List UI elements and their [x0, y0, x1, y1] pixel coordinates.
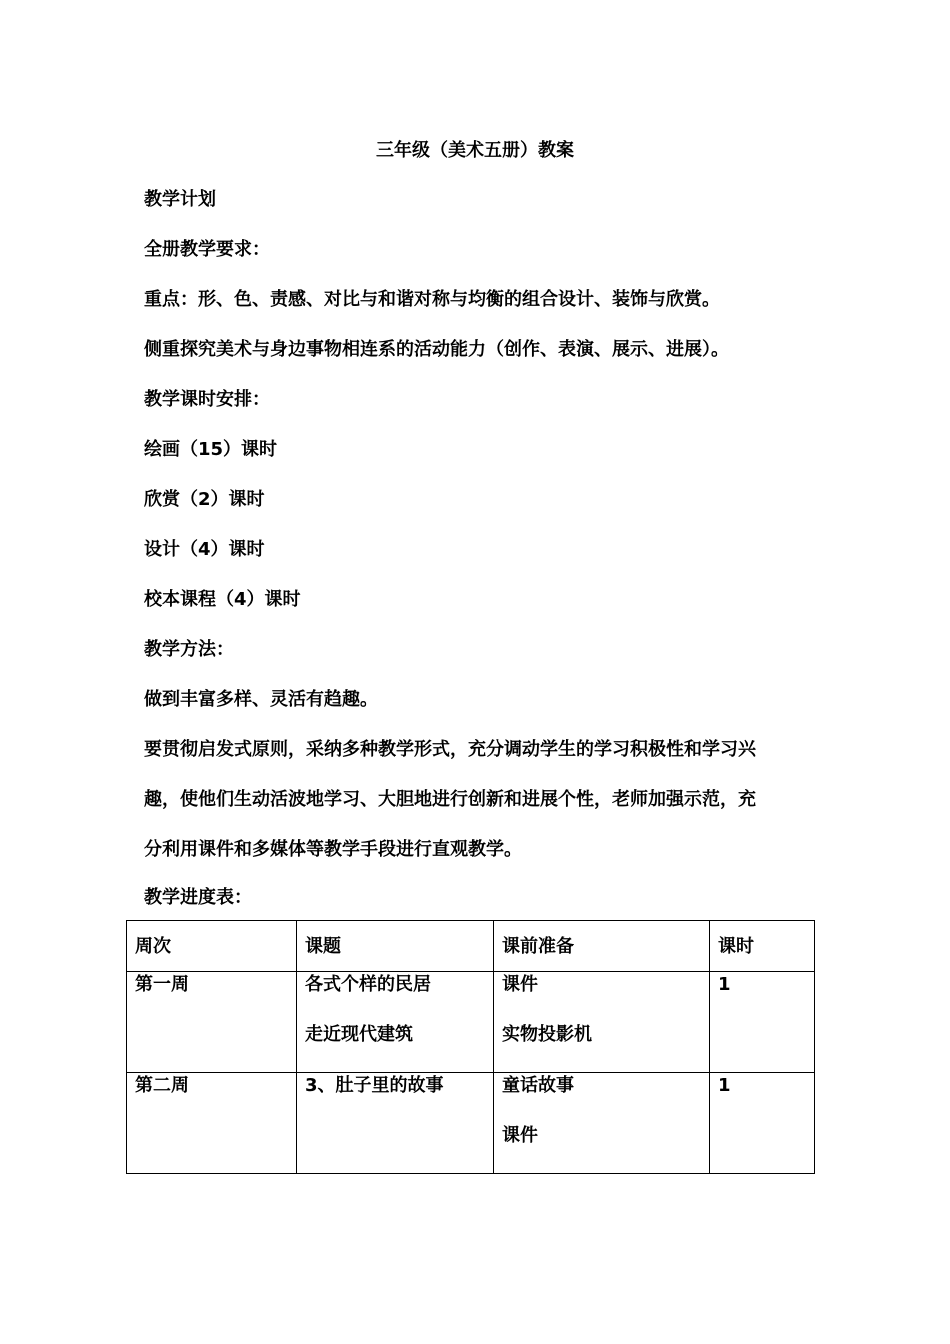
heading-overall-requirements: 全册教学要求：	[144, 239, 270, 260]
document-title: 三年级（美术五册）教案	[376, 140, 574, 161]
heading-schedule: 教学进度表：	[144, 887, 252, 908]
table-row	[127, 1073, 815, 1174]
paragraph-key-points: 重点：形、色、责感、对比与和谐对称与均衡的组合设计、装饰与欣赏。	[144, 289, 720, 310]
paragraph-methods-line-1: 要贯彻启发式原则，采纳多种教学形式，充分调动学生的学习积极性和学习兴	[144, 739, 756, 760]
week-cell: 第二周	[127, 1073, 297, 1174]
item-school-course-hours: 校本课程（4）课时	[144, 589, 301, 610]
paragraph-methods-line-3: 分利用课件和多媒体等教学手段进行直观教学。	[144, 839, 522, 860]
header-cell-hours: 课时	[710, 921, 815, 972]
paragraph-methods-line-2: 趣，使他们生动活波地学习、大胆地进行创新和进展个性，老师加强示范，充	[144, 789, 756, 810]
preparation-cell: 课件 实物投影机	[494, 972, 710, 1073]
table-row	[127, 972, 815, 1073]
table-header-row	[127, 921, 815, 972]
header-cell-preparation: 课前准备	[494, 921, 710, 972]
topic-cell: 3、肚子里的故事	[297, 1073, 494, 1174]
header-cell-topic: 课题	[297, 921, 494, 972]
topic-cell: 各式个样的民居 走近现代建筑	[297, 972, 494, 1073]
hours-cell: 1	[710, 1073, 815, 1174]
item-painting-hours: 绘画（15）课时	[144, 439, 278, 460]
heading-lesson-arrangement: 教学课时安排：	[144, 389, 270, 410]
heading-teaching-methods: 教学方法：	[144, 639, 234, 660]
week-cell: 第一周	[127, 972, 297, 1073]
paragraph-focus: 侧重探究美术与身边事物相连系的活动能力（创作、表演、展示、进展）。	[144, 339, 729, 360]
paragraph-methods-summary: 做到丰富多样、灵活有趋趣。	[144, 689, 378, 710]
preparation-cell: 童话故事 课件	[494, 1073, 710, 1174]
schedule-table	[126, 920, 815, 1174]
heading-teaching-plan: 教学计划	[144, 189, 216, 210]
hours-cell: 1	[710, 972, 815, 1073]
item-design-hours: 设计（4）课时	[144, 539, 265, 560]
item-appreciation-hours: 欣赏（2）课时	[144, 489, 265, 510]
header-cell-week: 周次	[127, 921, 297, 972]
